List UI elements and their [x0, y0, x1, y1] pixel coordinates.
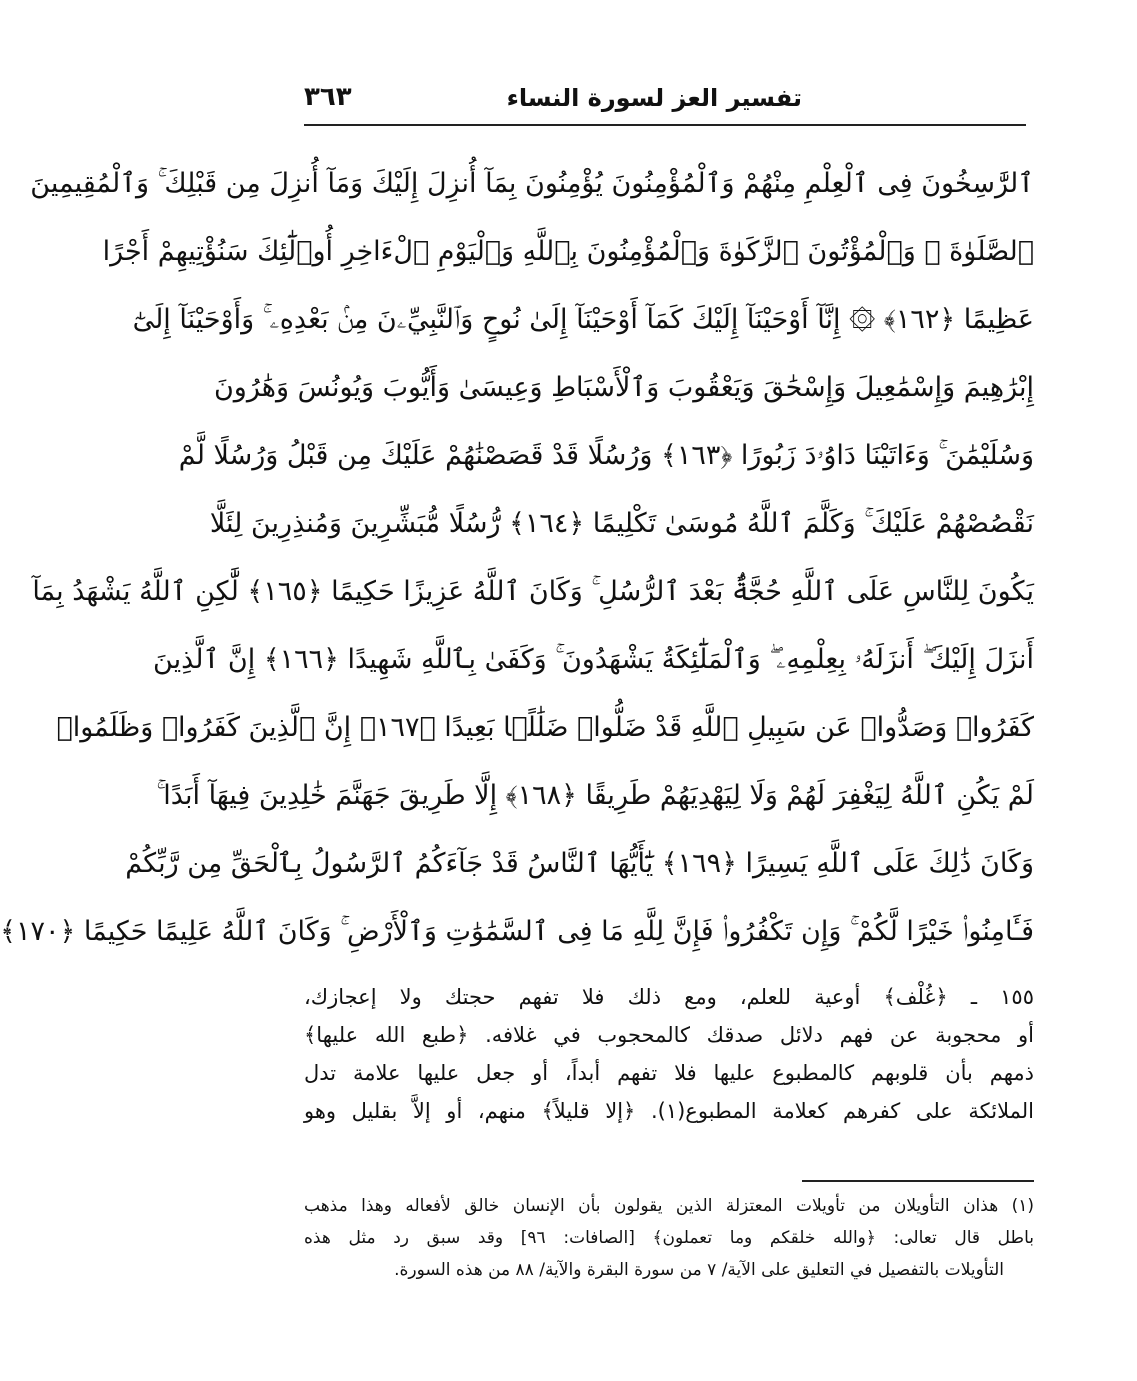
running-header — [304, 78, 1024, 122]
footnote-line-3: التأويلات بالتفصيل في التعليق على الآية/ ٧ من سورة البقرة والآية/ ٨٨ من هذه السورة. — [394, 1260, 1004, 1280]
quran-line-3: عَظِيمًا ﴿١٦٢﴾ ۞ إِنَّآ أَوْحَيْنَآ إِلَيْكَ كَمَآ أَوْحَيْنَآ إِلَىٰ نُوحٍ وَٱلنَّبِيِّۦنَ مِنۢ بَعْدِهِۦ ۚ وَأَوْحَيْنَآ إِلَىٰٓ — [132, 304, 1034, 335]
header-title: تفسير العز لسورة النساء — [506, 84, 802, 112]
quran-line-8: أَنزَلَ إِلَيْكَ ۖ أَنزَلَهُۥ بِعِلْمِهِۦ ۖ وَٱلْمَلَٰٓئِكَةُ يَشْهَدُونَ ۚ وَكَفَىٰ بِٱللَّهِ شَهِيدًا ﴿١٦٦﴾ إِنَّ ٱلَّذِينَ — [153, 644, 1034, 675]
footnote-separator — [802, 1180, 1034, 1182]
quran-line-10: لَمْ يَكُنِ ٱللَّهُ لِيَغْفِرَ لَهُمْ وَلَا لِيَهْدِيَهُمْ طَرِيقًا ﴿١٦٨﴾ إِلَّا طَرِيقَ جَهَنَّمَ خَٰلِدِينَ فِيهَآ أَبَدًا ۚ — [156, 780, 1034, 811]
commentary-line-3: ذمهم بأن قلوبهم كالمطبوع عليها فلا تفهم أبداً، أو جعل عليها علامة تدل — [304, 1061, 1034, 1085]
quran-line-7: يَكُونَ لِلنَّاسِ عَلَى ٱللَّهِ حُجَّةٌۢ بَعْدَ ٱلرُّسُلِ ۚ وَكَانَ ٱللَّهُ عَزِيزًا حَكِيمًا ﴿١٦٥﴾ لَّٰكِنِ ٱللَّهُ يَشْهَدُ بِمَآ — [32, 576, 1034, 607]
quran-line-6: نَقْصُصْهُمْ عَلَيْكَ ۚ وَكَلَّمَ ٱللَّهُ مُوسَىٰ تَكْلِيمًا ﴿١٦٤﴾ رُّسُلًا مُّبَشِّرِينَ وَمُنذِرِينَ لِئَلَّا — [209, 508, 1034, 539]
quran-line-11: وَكَانَ ذَٰلِكَ عَلَى ٱللَّهِ يَسِيرًا ﴿١٦٩﴾ يَٰٓأَيُّهَا ٱلنَّاسُ قَدْ جَآءَكُمُ ٱلرَّسُولُ بِٱلْحَقِّ مِن رَّبِّكُمْ — [125, 848, 1034, 879]
quran-line-1: ٱلرَّٰسِخُونَ فِى ٱلْعِلْمِ مِنْهُمْ وَٱلْمُؤْمِنُونَ يُؤْمِنُونَ بِمَآ أُنزِلَ إِلَيْكَ وَمَآ أُنزِلَ مِن قَبْلِكَ ۚ وَٱلْمُقِيمِينَ — [30, 168, 1034, 199]
footnote-line-2: باطل قال تعالى: ﴿والله خلقكم وما تعملون﴾ [الصافات: ٩٦] وقد سبق رد مثل هذه — [304, 1228, 1034, 1248]
quran-text-block — [0, 150, 1034, 966]
quran-line-4: إِبْرَٰهِيمَ وَإِسْمَٰعِيلَ وَإِسْحَٰقَ وَيَعْقُوبَ وَٱلْأَسْبَاطِ وَعِيسَىٰ وَأَيُّوبَ وَيُونُسَ وَهَٰرُونَ — [213, 372, 1034, 403]
footnote-line-1: (١) هذان التأويلان من تأويلات المعتزلة الذين يقولون بأن الإنسان خالق لأفعاله وهذا مذهب — [304, 1196, 1034, 1216]
quran-line-2: ٱلصَّلَوٰةَ ۚ وَٱلْمُؤْتُونَ ٱلزَّكَوٰةَ وَٱلْمُؤْمِنُونَ بِٱللَّهِ وَٱلْيَوْمِ ٱلْءَاخِرِ أُو۟لَٰٓئِكَ سَنُؤْتِيهِمْ أَجْرًا — [102, 236, 1034, 267]
quran-line-9: كَفَرُوا۟ وَصَدُّوا۟ عَن سَبِيلِ ٱللَّهِ قَدْ ضَلُّوا۟ ضَلَٰلًۢا بَعِيدًا ﴿١٦٧﴾ إِنَّ ٱلَّذِينَ كَفَرُوا۟ وَظَلَمُوا۟ — [56, 712, 1034, 743]
commentary-line-4: الملائكة على كفرهم كعلامة المطبوع(١). ﴿إلا قليلاً﴾ منهم، أو إلاَّ بقليل وهو — [304, 1099, 1034, 1123]
quran-line-12: فَـَٔامِنُوا۟ خَيْرًا لَّكُمْ ۚ وَإِن تَكْفُرُوا۟ فَإِنَّ لِلَّهِ مَا فِى ٱلسَّمَٰوَٰتِ وَٱلْأَرْضِ ۚ وَكَانَ ٱللَّهُ عَلِيمًا حَكِيمًا ﴿١٧٠﴾ — [0, 916, 1034, 947]
footnotes-block — [304, 1190, 1034, 1286]
quran-line-5: وَسُلَيْمَٰنَ ۚ وَءَاتَيْنَا دَاوُۥدَ زَبُورًا ﴿١٦٣﴾ وَرُسُلًا قَدْ قَصَصْنَٰهُمْ عَلَيْكَ مِن قَبْلُ وَرُسُلًا لَّمْ — [178, 440, 1034, 471]
commentary-line-2: أو محجوبة عن فهم دلائل صدقك كالمحجوب في غلافه. ﴿طبع الله عليها﴾ — [304, 1023, 1034, 1047]
page-number: ٣٦٣ — [304, 82, 352, 112]
header-rule — [304, 124, 1026, 126]
commentary-line-1: ١٥٥ ـ ﴿غُلْف﴾ أوعية للعلم، ومع ذلك فلا تفهم حجتك ولا إعجازك، — [304, 985, 1034, 1009]
commentary-block — [304, 978, 1034, 1130]
